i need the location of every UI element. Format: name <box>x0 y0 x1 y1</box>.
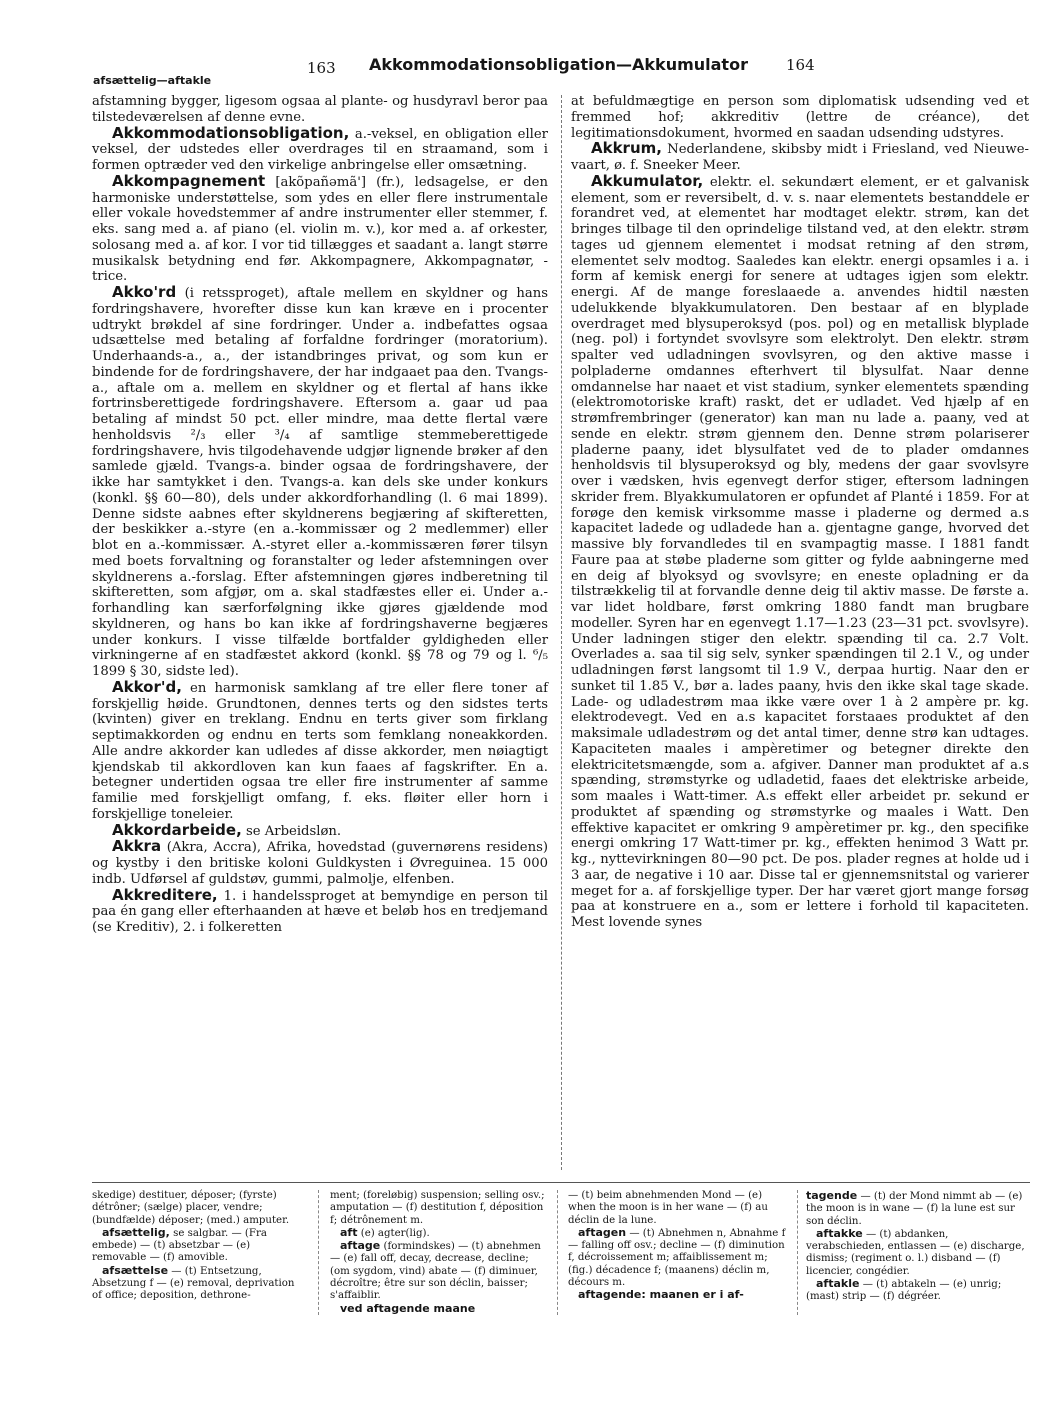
footer-column-4 <box>806 1190 1030 1304</box>
footer-headword: aftage <box>340 1239 381 1253</box>
footer-text: — (t) beim abnehmenden Mond — (e) when the moon is in her wane — (f) au déclin de la lune. <box>568 1190 768 1226</box>
footer-divider <box>557 1190 558 1315</box>
footer-text: skedige) destituer, déposer; (fyrste) détrôner; (sælge) placer, vendre; (bundfælde) déposer; (med.) amputer. <box>92 1190 290 1226</box>
entry-text: se Arbeidsløn. <box>245 823 342 839</box>
footer-entry <box>92 1227 305 1265</box>
dictionary-entry <box>571 141 1029 174</box>
page-number-right: 164 <box>786 56 815 74</box>
entry-headword: Akkra <box>112 837 162 856</box>
running-title: Akkommodationsobligation—Akkumulator <box>369 55 748 74</box>
footer-divider <box>318 1190 319 1315</box>
right-column <box>571 94 1029 931</box>
entry-text: [akõpañəmã'] (fr.), ledsagelse, er den harmoniske understøttelse, som ydes en eller flere instrumentale eller vokale hovedstemmer af andre instrumenter eller stemmer, f. eks. sang med a. af piano (el. violin m. v.), kor med a. af orkester, solosang med a. af kor. I vor tid tillægges et saadant a. langt større musikalsk betydning end før. Akkompagnere, Akkompagnatør, -trice. <box>92 174 548 285</box>
entry-headword: Akkrum, <box>591 139 662 158</box>
footer-entry <box>806 1278 1030 1304</box>
column-divider <box>561 95 562 1170</box>
footer-headword: aftakke <box>816 1226 863 1240</box>
footer-entry <box>806 1190 1030 1228</box>
entry-text: en harmonisk samklang af tre eller flere toner af forskjellig høide. Grundtonen, dennes terts og den sidstes terts (kvinten) giver en treklang. Endnu en terts giver som firklang septimakkorden og endnu en terts som femklang noneakkorden. Alle andre akkorder kan udledes af disse akkorder, men nøiagtigt kjendskab til akkordloven kan kun faaes af fagskrifter. En a. betegner undertiden ogsaa tre eller fire instrumenter af samme familie med forskjelligt omfang, f. eks. fløiter eller horn i forskjellige toneleier. <box>92 680 548 822</box>
entry-text: 1. i handelssproget at bemyndige en person til paa én gang eller efterhaanden at hæve et beløb hos en tredjemand (se Kreditiv), 2. i folkeretten <box>92 888 548 935</box>
dictionary-entry <box>92 885 548 936</box>
footer-divider <box>797 1190 798 1315</box>
entry-headword: Akkommodationsobligation, <box>112 123 350 142</box>
entry-headword: Akkompagnement <box>112 171 266 190</box>
page-number-left: 163 <box>307 59 336 77</box>
entry-text: (i retssproget), aftale mellem en skyldner og hans fordringshavere, hvorefter disse kun kan kræve en i procenter udtrykt brøkdel af sine fordringer. Under a. indbefattes ogsaa udsættelse med betaling af forfaldne fordringer (moratorium). Underhaands-a., a., der istandbringes privat, og som kun er bindende for de fordringshavere, der har indgaaet paa den. Tvangs-a., aftale om a. mellem en skyldner og et flertal af hans ikke fortrinsberettigede fordringshavere. Eftersom a. gaar ud paa betaling af mindst 50 pct. eller mindre, maa dette flertal være henholdsvis ²/₃ eller ³/₄ af samtlige stemmeberettigede fordringshavere, hvis tilgodehavende udgjør lignende brøker af den samlede gjæld. Tvangs-a. binder ogsaa de fordringshavere, der ikke har samtykket i den. Tvangs-a. kan dels ske under konkurs (konkl. §§ 60—80), dels under akkordforhandling (l. 6 mai 1899). Denne sidste aabnes efter skyldnerens begjæring af skifteretten, der beskikker a.-styre (en a.-kommissær og 2 medlemmer) eller blot en a.-kommissær. A.-styret eller a.-kommissæren fører tilsyn med boets forvaltning og foranstalter og leder afstemningen over skyldnerens a.-forslag. Efter afstemningen gjøres indberetning til skifteretten, som afgjør, om a. skal stadfæstes eller ei. Under a.-forhandling kan særforfølgning ikke gjøres gjældende mod skyldneren, og hans bo kan ikke af fordringshaverne begjæres under konkurs. I visse tilfælde bortfalder gyldigheden eller virkningerne af en stadfæstet akkord (konkl. §§ 78 og 79 og l. ⁶/₅ 1899 § 30, sidste led). <box>92 286 548 679</box>
footer-text: — (t) Abnehmen n, Abnahme f — falling off osv.; decline — (f) diminution f, décroissement m; affaiblissement m; (fig.) décadence f; (maanens) déclin m, décours m. <box>568 1227 786 1289</box>
footer-headword: aftakle <box>816 1277 860 1291</box>
entry-headword: Akkreditere, <box>112 885 218 904</box>
footer-headword: aftagende: maanen er i af- <box>578 1288 744 1302</box>
entry-headword: Akkumulator, <box>591 171 704 190</box>
dictionary-entry <box>571 171 1029 931</box>
entry-text: at befuldmægtige en person som diplomatisk udsending ved et fremmed hof; akkreditiv (lettre de créance), det legitimationsdokument, hvormed en saadan udsending udstyres. <box>571 94 1029 141</box>
footer-entry <box>568 1227 788 1289</box>
entry-headword: Akkor'd, <box>112 677 182 696</box>
entry-text: afstamning bygger, ligesom ogsaa al plante- og husdyravl beror paa tilstedeværelsen af denne evne. <box>92 94 548 125</box>
footer-column-3 <box>568 1190 788 1303</box>
footer-column-1 <box>92 1190 305 1303</box>
footer-entry <box>806 1228 1030 1278</box>
entry-headword: Akkordarbeide, <box>112 820 242 839</box>
dictionary-entry <box>92 285 548 680</box>
entry-headword: Akko'rd <box>112 283 177 301</box>
footer-text: — (t) abtakeln — (e) unrig; (mast) strip — (f) dégréer. <box>806 1279 1002 1303</box>
footer-headword: afsættelig, <box>102 1225 170 1239</box>
footer-column-2 <box>330 1190 548 1316</box>
footer-rule <box>92 1182 1030 1183</box>
left-column <box>92 94 548 936</box>
footer-text: se salgbar. — (Fra embede) — (t) absetzbar — (e) removable — (f) amovible. <box>92 1227 267 1264</box>
footer-headword: tagende <box>806 1189 858 1202</box>
footer-headword: aftagen <box>578 1225 627 1239</box>
footer-text: — (t) abdanken, verabschieden, entlassen — (e) discharge, dismiss; (regiment o. l.) disband — (f) licencier, congédier. <box>806 1228 1025 1277</box>
footer-entry <box>92 1265 305 1303</box>
footer-entry <box>92 1190 305 1227</box>
dictionary-entry <box>92 171 548 285</box>
footer-headword: aft <box>340 1225 358 1239</box>
footer-text: — (t) der Mond nimmt ab — (e) the moon is in wane — (f) la lune est sur son déclin. <box>806 1191 1023 1227</box>
footer-entry <box>568 1190 788 1227</box>
dictionary-entry <box>92 123 548 174</box>
footer-text: (formindskes) — (t) abnehmen — (e) fall off, decay, decrease, decline; (om sygdom, vind) abate — (f) diminuer, décroître; être sur son déclin, baisser; s'affaiblir. <box>330 1241 541 1302</box>
entry-text: elektr. el. sekundært element, er et galvanisk element, som er reversibelt, d. v. s. naar elementets bestanddele er forandret ved, at elementet har modtaget elektr. strøm, kan det bringes tilbage til den oprindelige tilstand ved, at den elektr. strøm tages ud gjennem elementet i modsat retning af den strøm, elementet selv modtog. Saaledes kan elektr. energi opsamles i a. i form af kemisk energi for senere at udtages igjen som elektr. energi. Af de mange foreslaaede a. anvendes hidtil næsten udelukkende blyakkumulatoren. Den bestaar af en blyplade overdraget med blysuperoksyd (pos. pol) og en metallisk blyplade (neg. pol) i fortyndet svovlsyre som elektrolyt. Den elektr. strøm spalter ved udladningen svovlsyren, og den aktive masse i polpladerne omdannes efterhvert til blysulfat. Naar denne omdannelse har naaet et vist stadium, synker elementets spænding (elektromotoriske kraft) raskt, det er udladet. Ved hjælp af en strømfrembringer (generator) kan man nu lade a. paany, ved at sende en elektr. strøm gjennem den. Denne strøm polariserer pladerne paany, idet blysulfatet ved de to plader omdannes henholdsvis til blysuperoksyd og bly, medens der gaar svovlsyre over i vædsken, hvis egenvegt derfor stiger, eftersom ladningen skrider frem. Blyakkumulatoren er opfundet af Planté i 1859. For at forøge den kemisk virksomme masse i pladerne og dermed a.s kapacitet ladede og udladede han a. gjentagne gange, hvorved det massive bly forvandledes til en svampagtig masse. I 1881 fandt Faure paa at støbe pladerne som gitter og fylde aabningerne med en deig af blyoksyd og svovlsyre; en eneste opladning er da tilstrækkelig til at forvandle denne deig til aktiv masse. De første a. var lidet holdbare, først omkring 1880 fandt man brugbare modeller. Syren har en egenvegt 1.17—1.23 (23—31 pct. svovlsyre). Under ladningen stiger den elektr. spænding til ca. 2.7 Volt. Overlades a. saa til sig selv, synker spændingen til 2.1 V., og under udladningen først langsomt til 1.9 V., derpaa hurtig. Naar den er sunket til 1.85 V., bør a. lades paany, hvis den ikke skal tage skade. Lade- og udladestrøm maa ikke være over 1 à 2 ampère pr. kg. elektrodevegt. Ved en a.s kapacitet forstaaes produktet af den maksimale udladestrøm og det antal timer, denne strø kan udtages. Kapaciteten maales i ampèretimer og betegner direkte den elektricitetsmængde, som a. afgiver. Danner man produktet af a.s spænding, strømstyrke og udladetid, faaes det elektriske arbeide, som maales i Watt-timer. A.s effekt eller arbeidet pr. sekund er produktet af spænding og strømstyrke og maales i Watt. Den effektive kapacitet er omkring 9 ampèretimer pr. kg., den specifike energi omkring 17 Watt-timer pr. kg., effekten henimod 3 Watt pr. kg., nyttevirkningen 80—90 pct. De pos. plader regnes at holde ud i 3 aar, de negative i 10 aar. Disse tal er gjennemsnitstal og varierer meget for a. af forskjellige typer. Der har været gjort mange forsøg paa at konstruere en a., som er lettere i forhold til kapaciteten. Mest lovende synes <box>571 174 1029 930</box>
entry-text: a.-veksel, en obligation eller veksel, der udstedes eller overdrages til en straamand, som i formen optræder ved den virkelige anbringelse eller omsætning. <box>92 126 548 173</box>
footer-headword: ved aftagende maane <box>340 1301 476 1315</box>
catchword: afsættelig—aftakle <box>93 74 212 87</box>
footer-entry <box>330 1190 548 1227</box>
dictionary-entry <box>92 677 548 823</box>
entry-text: Nederlandene, skibsby midt i Friesland, ved Nieuwe-vaart, ø. f. Sneeker Meer. <box>571 142 1029 173</box>
footer-text: — (t) Entsetzung, Absetzung f — (e) removal, deprivation of office; deposition, dethrone- <box>92 1265 295 1302</box>
footer-text: ment; (foreløbig) suspension; selling osv.; amputation — (f) destitution f, déposition f; détrônement m. <box>330 1190 545 1226</box>
footer-entry <box>330 1240 548 1302</box>
footer-headword: afsættelse <box>102 1263 169 1277</box>
dictionary-entry <box>92 839 548 887</box>
footer-entry <box>568 1289 788 1302</box>
entry-text: (Akra, Accra), Afrika, hovedstad (guvernørens residens) og kystby i den britiske koloni Guldkysten i Øvreguinea. 15 000 indb. Udførsel af guldstøv, gummi, palmolje, elfenben. <box>92 840 548 887</box>
dictionary-entry <box>92 94 548 126</box>
footer-entry <box>330 1303 548 1316</box>
footer-text: (e) agter(lig). <box>360 1227 430 1239</box>
footer-entry <box>330 1227 548 1240</box>
dictionary-entry <box>571 94 1029 141</box>
